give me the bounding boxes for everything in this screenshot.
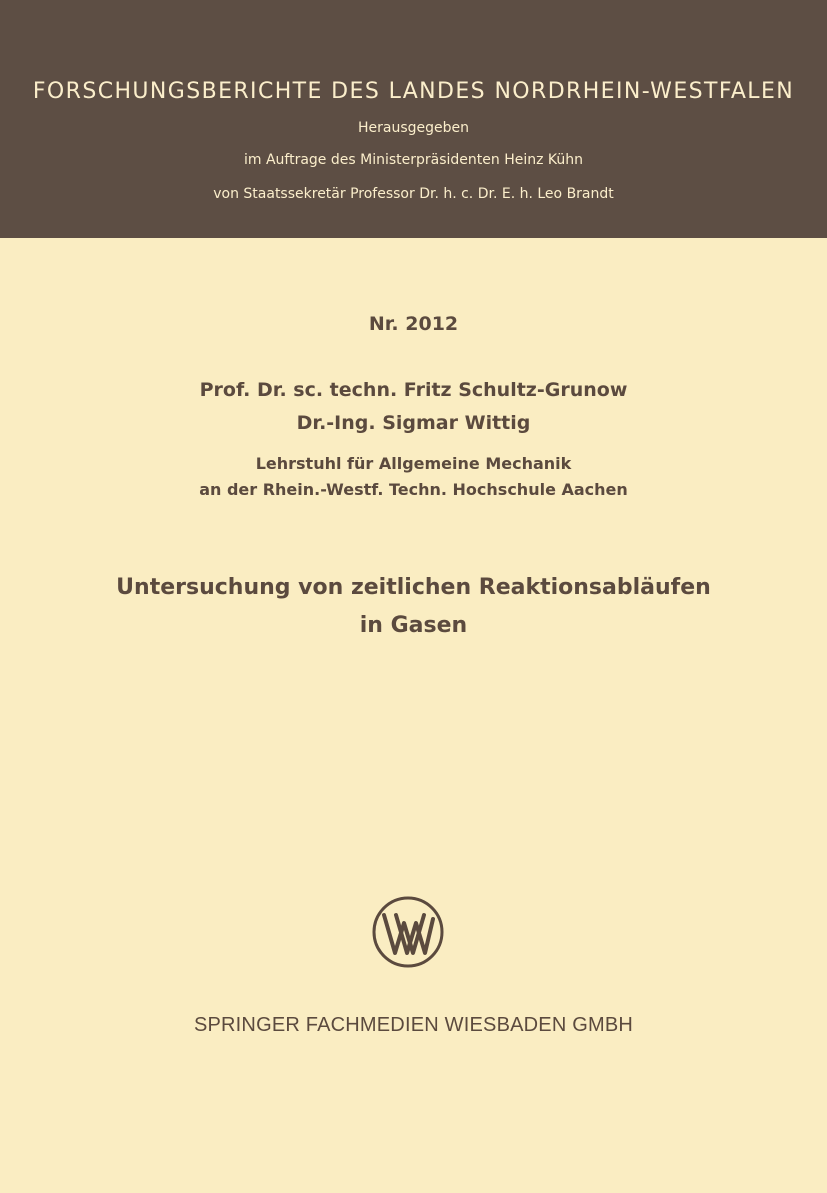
series-header-band bbox=[0, 0, 827, 238]
book-title-line-1: Untersuchung von zeitlichen Reaktionsabläufen bbox=[116, 575, 711, 600]
commission-line: im Auftrage des Ministerpräsidenten Heinz Kühn bbox=[243, 152, 584, 168]
publisher-name: SPRINGER FACHMEDIEN WIESBADEN GMBH bbox=[193, 1014, 634, 1036]
edited-by-line: Herausgegeben bbox=[357, 120, 469, 136]
book-title-line-2: in Gasen bbox=[359, 613, 468, 638]
author-primary: Prof. Dr. sc. techn. Fritz Schultz-Grunow bbox=[199, 379, 628, 401]
editor-line: von Staatssekretär Professor Dr. h. c. Dr. E. h. Leo Brandt bbox=[213, 186, 614, 202]
report-number: Nr. 2012 bbox=[368, 313, 459, 335]
institution-line-2: an der Rhein.-Westf. Techn. Hochschule Aachen bbox=[199, 480, 628, 499]
author-secondary: Dr.-Ing. Sigmar Wittig bbox=[296, 412, 531, 434]
publisher-logo-icon bbox=[371, 895, 445, 969]
institution-line-1: Lehrstuhl für Allgemeine Mechanik bbox=[255, 454, 572, 473]
series-title: FORSCHUNGSBERICHTE DES LANDES NORDRHEIN-WESTFALEN bbox=[32, 79, 795, 104]
